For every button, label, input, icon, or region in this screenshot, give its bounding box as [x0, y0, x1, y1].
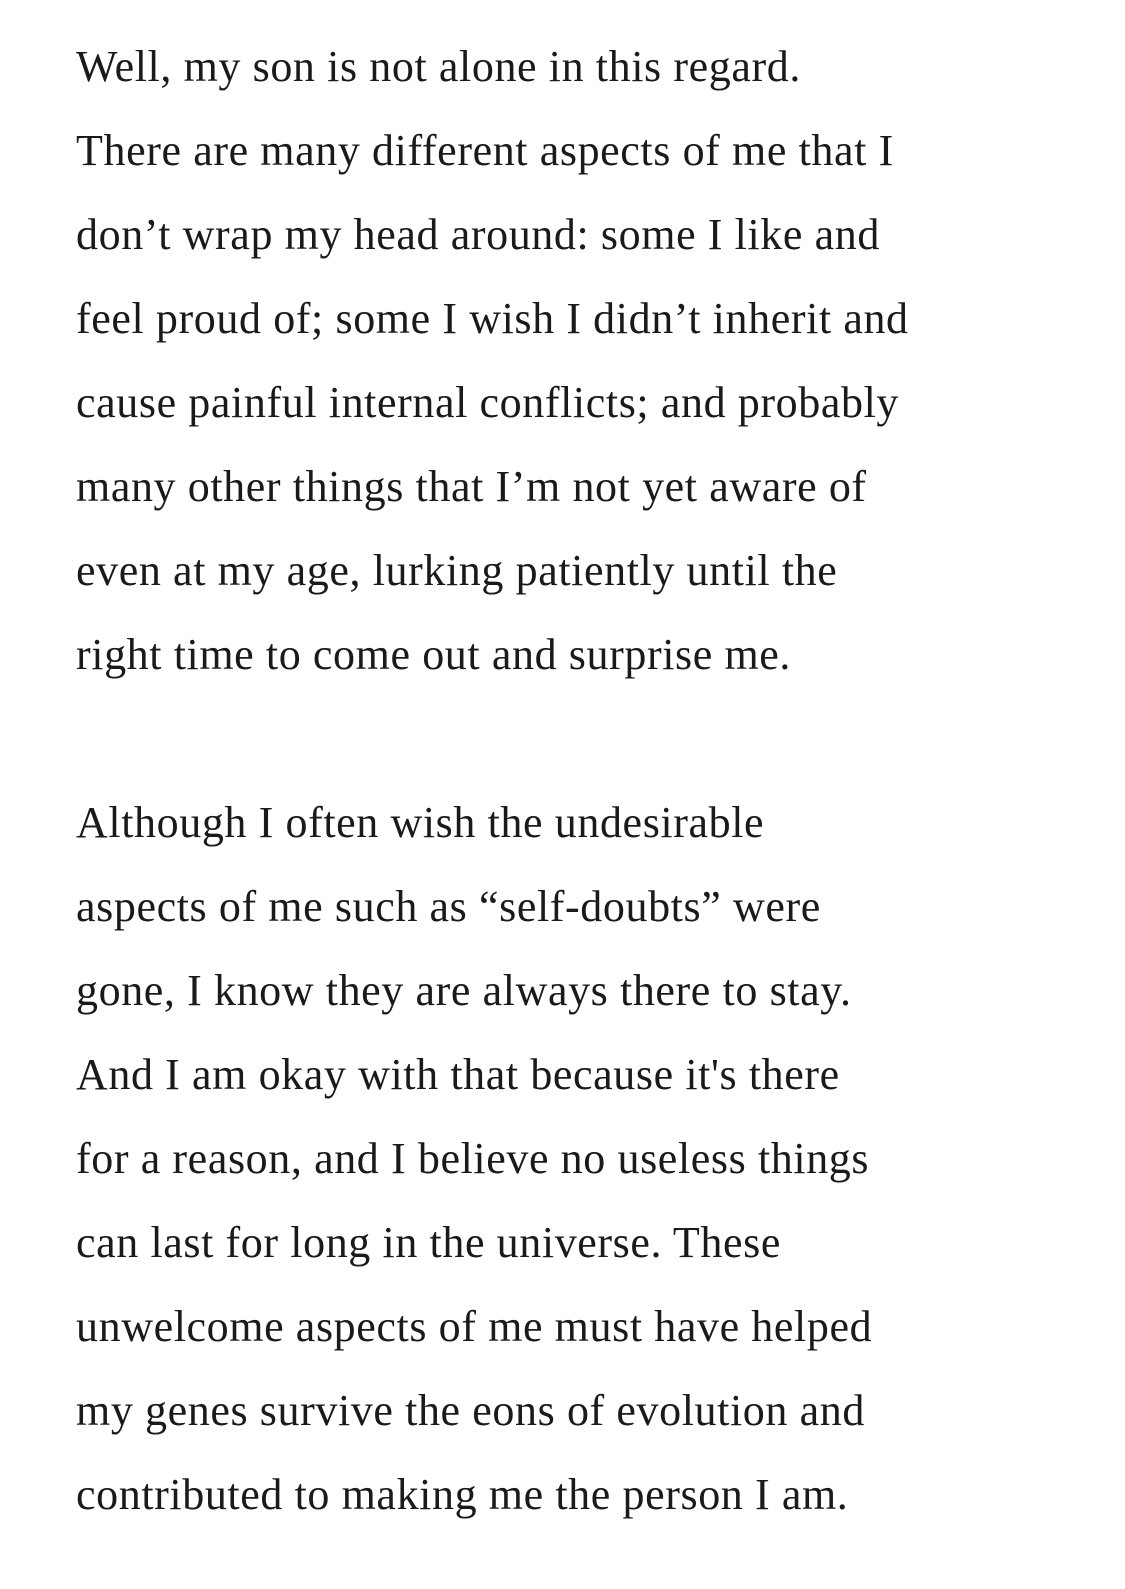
text-line: many other things that I’m not yet aware of — [76, 462, 867, 511]
text-line: cause painful internal conflicts; and probably — [76, 378, 899, 427]
text-line: gone, I know they are always there to stay. — [76, 966, 852, 1015]
text-line: unwelcome aspects of me must have helped — [76, 1302, 873, 1351]
text-line: can last for long in the universe. These — [76, 1218, 781, 1267]
text-line: feel proud of; some I wish I didn’t inherit and — [76, 294, 909, 343]
text-line: Although I often wish the undesirable — [76, 798, 765, 847]
text-line: even at my age, lurking patiently until the — [76, 546, 838, 595]
text-line: my genes survive the eons of evolution and — [76, 1386, 865, 1435]
text-line: There are many different aspects of me that I — [76, 126, 894, 175]
paragraph-1 — [76, 25, 1076, 697]
text-line: aspects of me such as “self-doubts” were — [76, 882, 821, 931]
text-line: And I am okay with that because it's there — [76, 1050, 840, 1099]
text-line: right time to come out and surprise me. — [76, 630, 792, 679]
text-line: for a reason, and I believe no useless things — [76, 1134, 870, 1183]
text-line: don’t wrap my head around: some I like and — [76, 210, 880, 259]
paragraph-2 — [76, 781, 1076, 1537]
text-line: Well, my son is not alone in this regard. — [76, 42, 801, 91]
text-line: contributed to making me the person I am. — [76, 1470, 849, 1519]
article-body — [76, 25, 1076, 1537]
